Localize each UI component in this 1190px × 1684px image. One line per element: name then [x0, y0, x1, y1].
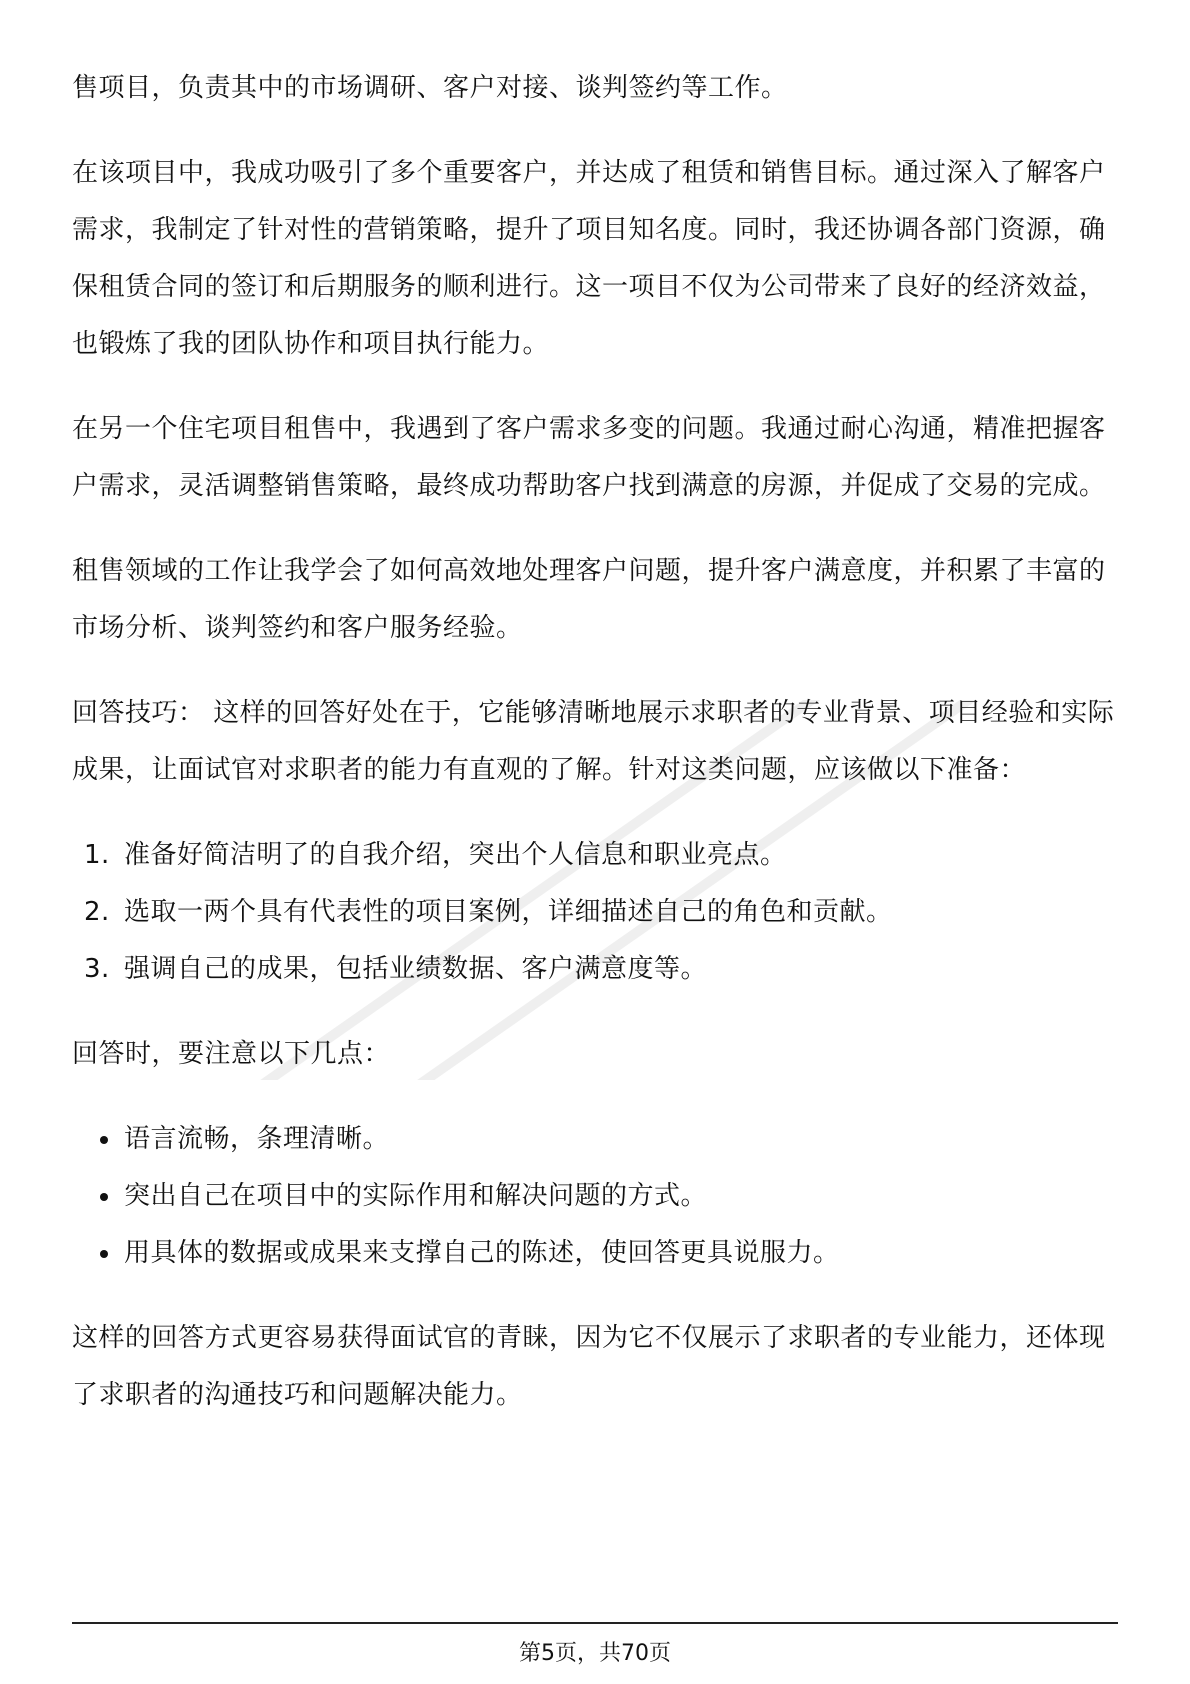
list-number: 3. — [84, 954, 110, 984]
list-item-text: 用具体的数据或成果来支撑自己的陈述，使回答更具说服力。 — [124, 1238, 840, 1268]
paragraph-3: 在另一个住宅项目租售中，我遇到了客户需求多变的问题。我通过耐心沟通，精准把握客户需求，灵活调整销售策略，最终成功帮助客户找到满意的房源，并促成了交易的完成。 — [72, 414, 1106, 501]
list-item-text: 突出自己在项目中的实际作用和解决问题的方式。 — [124, 1181, 708, 1211]
footer-divider — [72, 1622, 1118, 1624]
document-page — [72, 60, 1118, 1452]
paragraph-1: 售项目，负责其中的市场调研、客户对接、谈判签约等工作。 — [72, 73, 788, 103]
list-item-text: 语言流畅，条理清晰。 — [124, 1124, 390, 1154]
list-item-text: 准备好简洁明了的自我介绍，突出个人信息和职业亮点。 — [124, 840, 787, 870]
list-item — [72, 884, 1118, 941]
list-item — [72, 827, 1118, 884]
paragraph-6: 回答时，要注意以下几点： — [72, 1039, 391, 1069]
numbered-list — [72, 827, 1118, 998]
list-item — [72, 941, 1118, 998]
paragraph-answer-tips: 回答技巧： 这样的回答好处在于，它能够清晰地展示求职者的专业背景、项目经验和实际成果，让面试官对求职者的能力有直观的了解。针对这类问题，应该做以下准备： — [72, 698, 1115, 785]
bullet-icon — [100, 1250, 108, 1258]
list-item — [72, 1168, 1118, 1225]
bullet-icon — [100, 1193, 108, 1201]
paragraph-7: 这样的回答方式更容易获得面试官的青睐，因为它不仅展示了求职者的专业能力，还体现了求职者的沟通技巧和问题解决能力。 — [72, 1323, 1106, 1410]
list-item — [72, 1225, 1118, 1282]
list-number: 1. — [84, 840, 110, 870]
list-item — [72, 1111, 1118, 1168]
list-number: 2. — [84, 897, 110, 927]
bullet-list — [72, 1111, 1118, 1282]
list-item-text: 选取一两个具有代表性的项目案例，详细描述自己的角色和贡献。 — [124, 897, 893, 927]
list-item-text: 强调自己的成果，包括业绩数据、客户满意度等。 — [124, 954, 708, 984]
paragraph-2: 在该项目中，我成功吸引了多个重要客户，并达成了租赁和销售目标。通过深入了解客户需求，我制定了针对性的营销策略，提升了项目知名度。同时，我还协调各部门资源，确保租赁合同的签订和后期服务的顺利进行。这一项目不仅为公司带来了良好的经济效益，也锻炼了我的团队协作和项目执行能力。 — [72, 158, 1106, 359]
page-number: 第5页，共70页 — [519, 1641, 671, 1666]
paragraph-4: 租售领域的工作让我学会了如何高效地处理客户问题，提升客户满意度，并积累了丰富的市场分析、谈判签约和客户服务经验。 — [72, 556, 1106, 643]
bullet-icon — [100, 1136, 108, 1144]
